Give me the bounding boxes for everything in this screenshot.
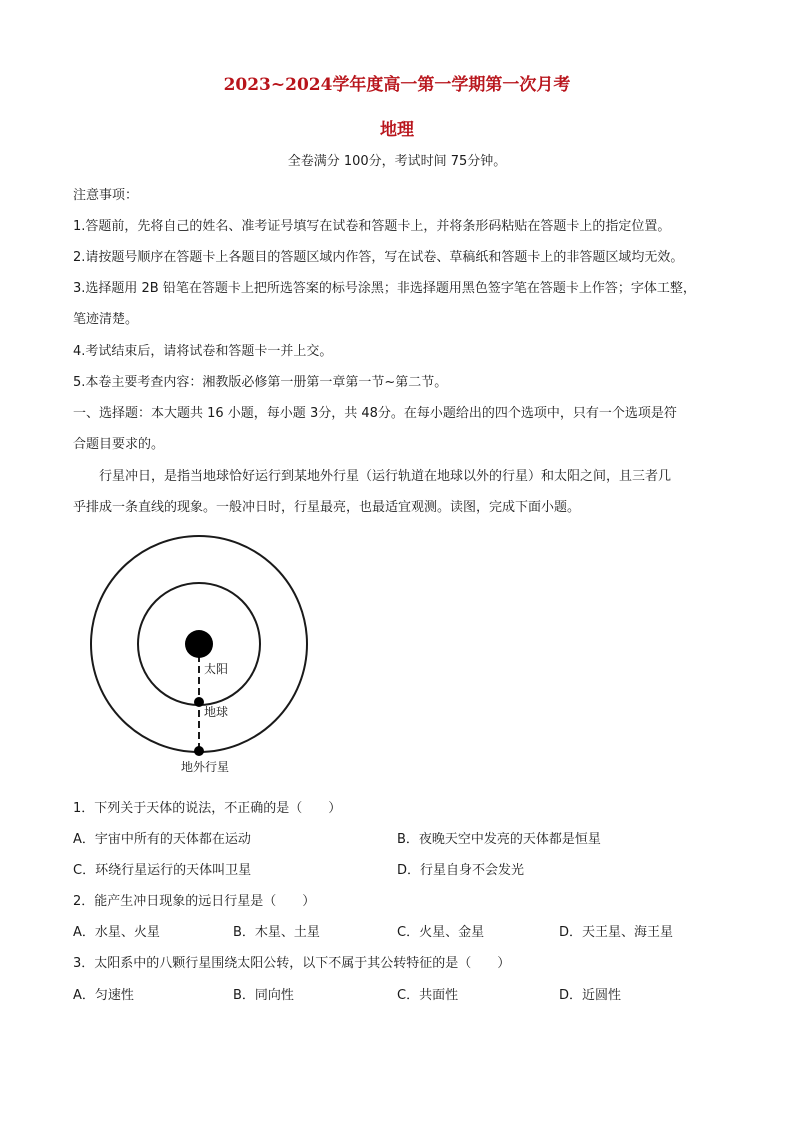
question-2-option-d: D．天王星、海王星	[559, 925, 674, 940]
question-3-option-c: C．共面性	[397, 988, 459, 1003]
notes-heading: 注意事项：	[73, 188, 139, 203]
sun-label: 太阳	[204, 662, 229, 676]
subject-title: 地理	[380, 120, 414, 140]
orbit-diagram	[86, 533, 316, 787]
earth-label: 地球	[204, 705, 229, 719]
question-1-option-b: B．夜晚天空中发亮的天体都是恒星	[397, 832, 601, 847]
section-heading: 一、选择题：本大题共 16 小题，每小题 3分，共 48分。在每小题给出的四个选项中，只有一个选项是符	[73, 406, 677, 421]
question-1-option-a: A．宇宙中所有的天体都在运动	[73, 832, 251, 847]
note-item: 3.选择题用 2B 铅笔在答题卡上把所选答案的标号涂黑；非选择题用黑色签字笔在答题卡上作答；字体工整，	[73, 281, 696, 296]
passage-line: 行星冲日，是指当地球恰好运行到某地外行星（运行轨道在地球以外的行星）和太阳之间，且三者几	[99, 469, 672, 484]
question-1-stem: 1．下列关于天体的说法，不正确的是（ ）	[73, 801, 342, 816]
exam-meta: 全卷满分 100分，考试时间 75分钟。	[287, 154, 507, 169]
question-3-stem: 3．太阳系中的八颗行星围绕太阳公转，以下不属于其公转特征的是（ ）	[73, 956, 511, 971]
question-2-stem: 2．能产生冲日现象的远日行星是（ ）	[73, 894, 316, 909]
question-1-option-d: D．行星自身不会发光	[397, 863, 525, 878]
question-3-option-a: A．匀速性	[73, 988, 134, 1003]
note-item: 4.考试结束后，请将试卷和答题卡一并上交。	[73, 344, 333, 359]
question-2-option-b: B．木星、土星	[233, 925, 320, 940]
sun-icon	[185, 630, 213, 658]
note-item: 1.答题前，先将自己的姓名、准考证号填写在试卷和答题卡上，并将条形码粘贴在答题卡上的指定位置。	[73, 219, 671, 234]
section-heading-cont: 合题目要求的。	[73, 437, 165, 452]
question-3-option-b: B．同向性	[233, 988, 294, 1003]
orbit-svg	[86, 533, 316, 783]
planet-icon	[194, 746, 204, 756]
question-1-option-c: C．环绕行星运行的天体叫卫星	[73, 863, 252, 878]
earth-icon	[194, 697, 204, 707]
question-2-option-a: A．水星、火星	[73, 925, 160, 940]
question-3-option-d: D．近圆性	[559, 988, 622, 1003]
note-item: 笔迹清楚。	[73, 312, 139, 327]
note-item: 2.请按题号顺序在答题卡上各题目的答题区域内作答，写在试卷、草稿纸和答题卡上的非答题区域均无效。	[73, 250, 684, 265]
note-item: 5.本卷主要考查内容：湘教版必修第一册第一章第一节~第二节。	[73, 375, 448, 390]
question-2-option-c: C．火星、金星	[397, 925, 485, 940]
planet-label: 地外行星	[181, 760, 230, 774]
passage-line: 乎排成一条直线的现象。一般冲日时，行星最亮，也最适宜观测。读图，完成下面小题。	[73, 500, 581, 515]
exam-title: 2023~2024学年度高一第一学期第一次月考	[223, 75, 571, 95]
